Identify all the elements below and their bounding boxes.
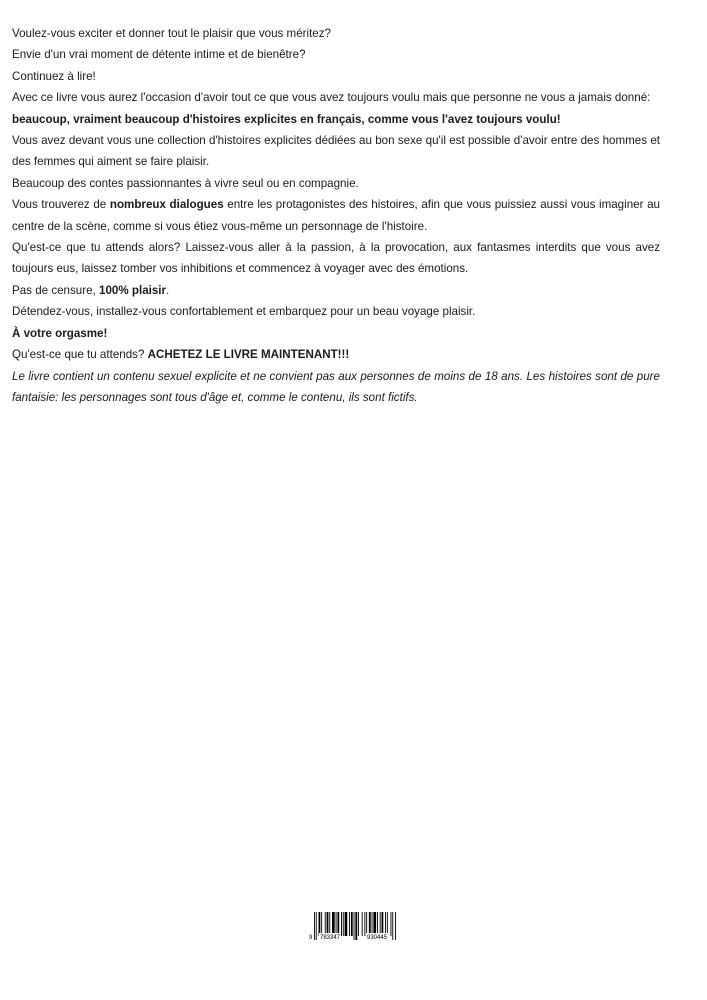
blurb-line: Détendez-vous, installez-vous confortablement et embarquez pour un beau voyage plaisir. [12, 305, 476, 319]
content-disclaimer: Le livre contient un contenu sexuel explicite et ne convient pas aux personnes de moins de 18 ans. Les histoires sont de pure fantaisie: les personnages sont tous d'âge et, comme le contenu, ils sont fictifs. [12, 369, 660, 404]
blurb-text-segment: . [166, 283, 170, 297]
blurb-text-segment: Vous trouverez de [12, 198, 110, 212]
blurb-paragraph: Avec ce livre vous aurez l'occasion d'avoir tout ce que vous avez toujours voulu mais que personne ne vous a jamais donné: [12, 91, 651, 105]
blurb-text-segment: entre les protagonistes des histoires, afin que vous puissiez aussi vous imaginer au centre de la scène, comme si vous étiez vous-même un personnage de l'histoire. [12, 198, 660, 233]
blurb-text-segment: Qu'est-ce que tu attends? [12, 348, 148, 362]
barcode-digits-right: 930445 [366, 933, 388, 944]
blurb-line: Beaucoup des contes passionnantes à vivre seul ou en compagnie. [12, 176, 359, 190]
blurb-highlight: beaucoup, vraiment beaucoup d'histoires explicites en français, comme vous l'avez toujours voulu! [12, 112, 561, 126]
blurb-line [12, 280, 660, 301]
blurb-bold-segment: nombreux dialogues [109, 198, 224, 212]
blurb-line [12, 344, 660, 365]
blurb-highlight: À votre orgasme! [12, 326, 108, 340]
blurb-paragraph: Vous avez devant vous une collection d'histoires explicites dédiées au bon sexe qu'il est possible d'avoir entre des hommes et des femmes qui aiment se faire plaisir. [12, 134, 660, 169]
blurb-paragraph [12, 194, 660, 237]
isbn-barcode [308, 912, 400, 944]
barcode-digit-first: 9 [308, 933, 313, 944]
blurb-paragraph: Qu'est-ce que tu attends alors? Laissez-vous aller à la passion, à la provocation, aux fantasmes interdits que vous avez toujours eus, laissez tomber vos inhibitions et commencez à voyager avec des émotions. [12, 241, 660, 276]
blurb-text-segment: Pas de censure, [12, 283, 100, 297]
blurb-bold-segment: 100% plaisir [99, 283, 167, 297]
blurb-text [12, 23, 660, 408]
blurb-line: Voulez-vous exciter et donner tout le plaisir que vous méritez? [12, 27, 331, 40]
barcode-digits [308, 933, 400, 944]
barcode-digits-left: 783347 [319, 933, 341, 944]
call-to-action: ACHETEZ LE LIVRE MAINTENANT!!! [147, 348, 350, 362]
blurb-line: Continuez à lire! [12, 69, 96, 83]
blurb-line: Envie d'un vrai moment de détente intime et de bienêtre? [12, 48, 306, 62]
